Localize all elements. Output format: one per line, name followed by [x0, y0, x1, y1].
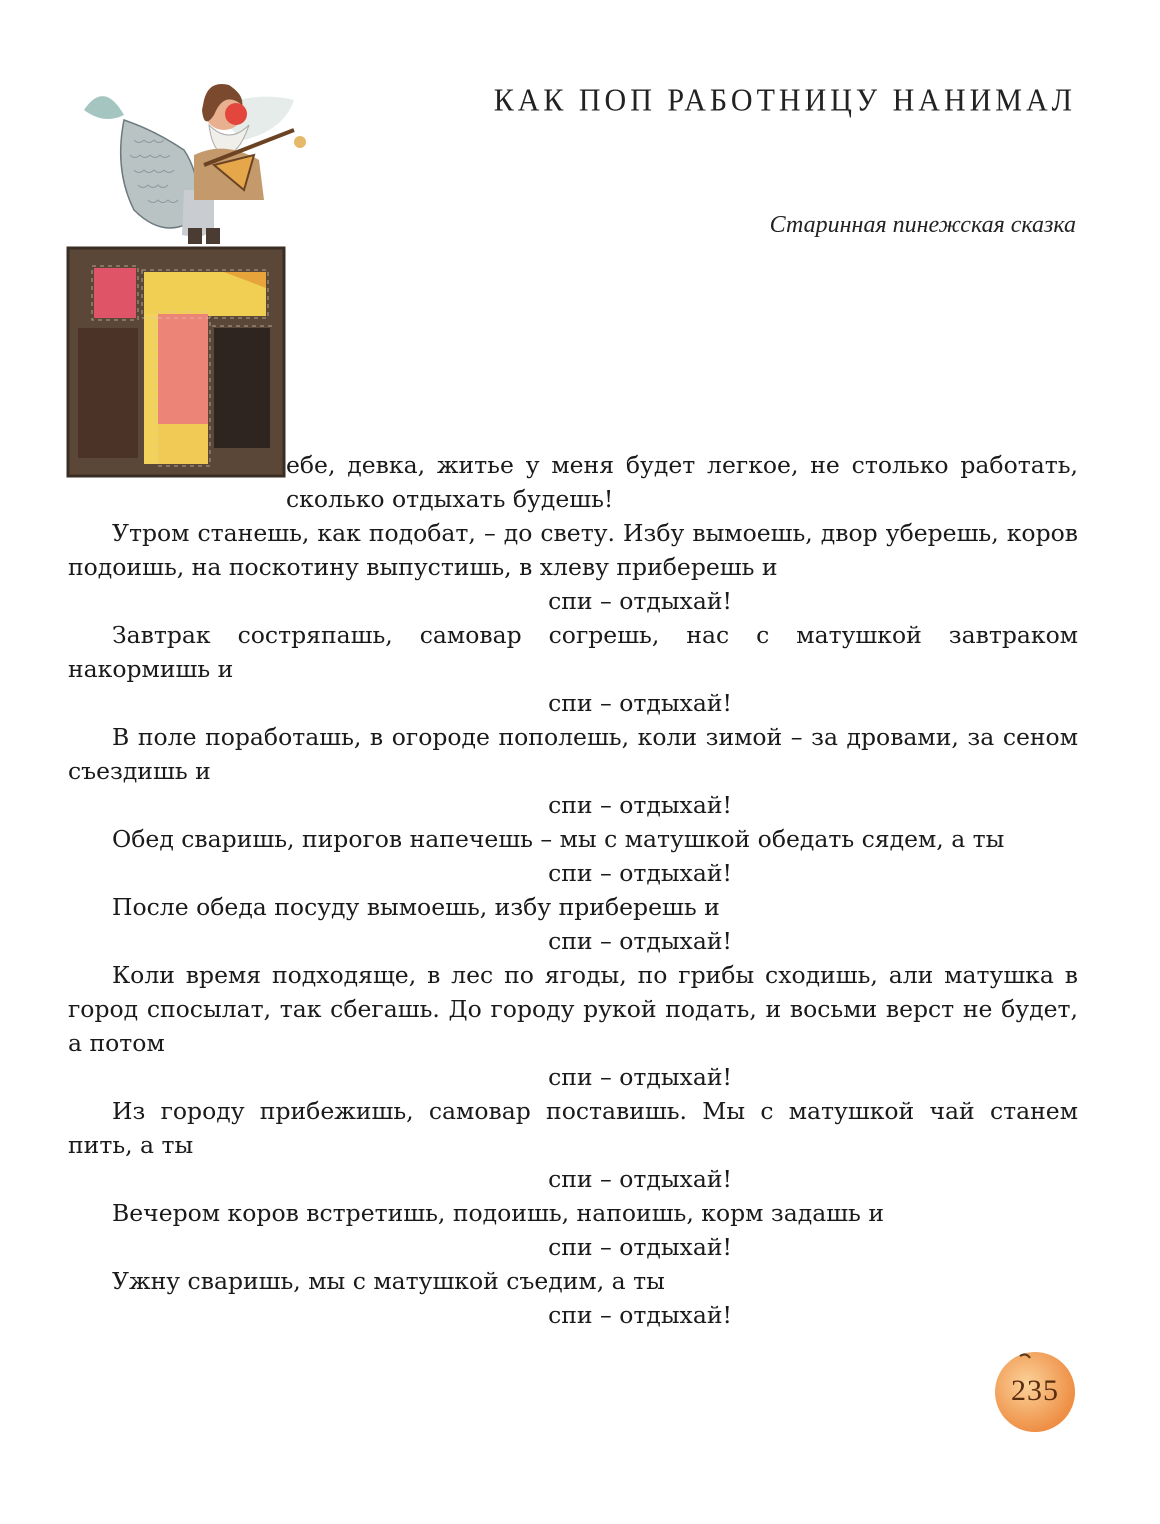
paragraph: Из городу прибежишь, самовар поставишь. Мы с матушкой чай станем пить, а ты: [68, 1097, 1078, 1159]
paragraph: После обеда посуду вымоешь, избу приберешь и: [112, 893, 720, 921]
page-number-badge: [990, 1348, 1080, 1434]
refrain: спи – отдыхай!: [548, 791, 732, 819]
quilt-drop-cap-icon: [68, 248, 284, 476]
paragraph: Вечером коров встретишь, подоишь, напоишь, корм задашь и: [112, 1199, 884, 1227]
paragraph: ебе, девка, житье у меня будет легкое, не столько работать, сколько отдыхать будешь!: [286, 451, 1078, 513]
paragraph: Обед сваришь, пирогов напечешь – мы с матушкой обедать сядем, а ты: [112, 825, 1005, 853]
refrain: спи – отдыхай!: [548, 1063, 732, 1091]
refrain: спи – отдыхай!: [548, 1233, 732, 1261]
refrain: спи – отдыхай!: [548, 927, 732, 955]
story-title: КАК ПОП РАБОТНИЦУ НАНИМАЛ: [493, 83, 1076, 118]
paragraph: Завтрак состряпашь, самовар согрешь, нас с матушкой завтраком накормишь и: [68, 621, 1078, 683]
story-subtitle: Старинная пинежская сказка: [769, 212, 1076, 238]
page-number: 235: [1011, 1374, 1059, 1407]
refrain: спи – отдыхай!: [548, 689, 732, 717]
refrain: спи – отдыхай!: [548, 1165, 732, 1193]
paragraph: Утром станешь, как подобат, – до свету. Избу вымоешь, двор уберешь, коров подоишь, на поскотину выпустишь, в хлеву приберешь и: [68, 519, 1078, 581]
story-body: [68, 448, 1078, 1332]
refrain: спи – отдыхай!: [548, 1301, 732, 1329]
refrain: спи – отдыхай!: [548, 587, 732, 615]
paragraph: Коли время подходяще, в лес по ягоды, по грибы сходишь, али матушка в город спосылат, так сбегашь. До городу рукой подать, и восьми верст не будет, а потом: [68, 961, 1078, 1057]
mermaid-musician-icon: [84, 84, 306, 244]
drop-cap-illustration: [64, 70, 324, 480]
paragraph: Ужну сваришь, мы с матушкой съедим, а ты: [112, 1267, 665, 1295]
refrain: спи – отдыхай!: [548, 859, 732, 887]
paragraph: В поле поработашь, в огороде пополешь, коли зимой – за дровами, за сеном съездишь и: [68, 723, 1078, 785]
